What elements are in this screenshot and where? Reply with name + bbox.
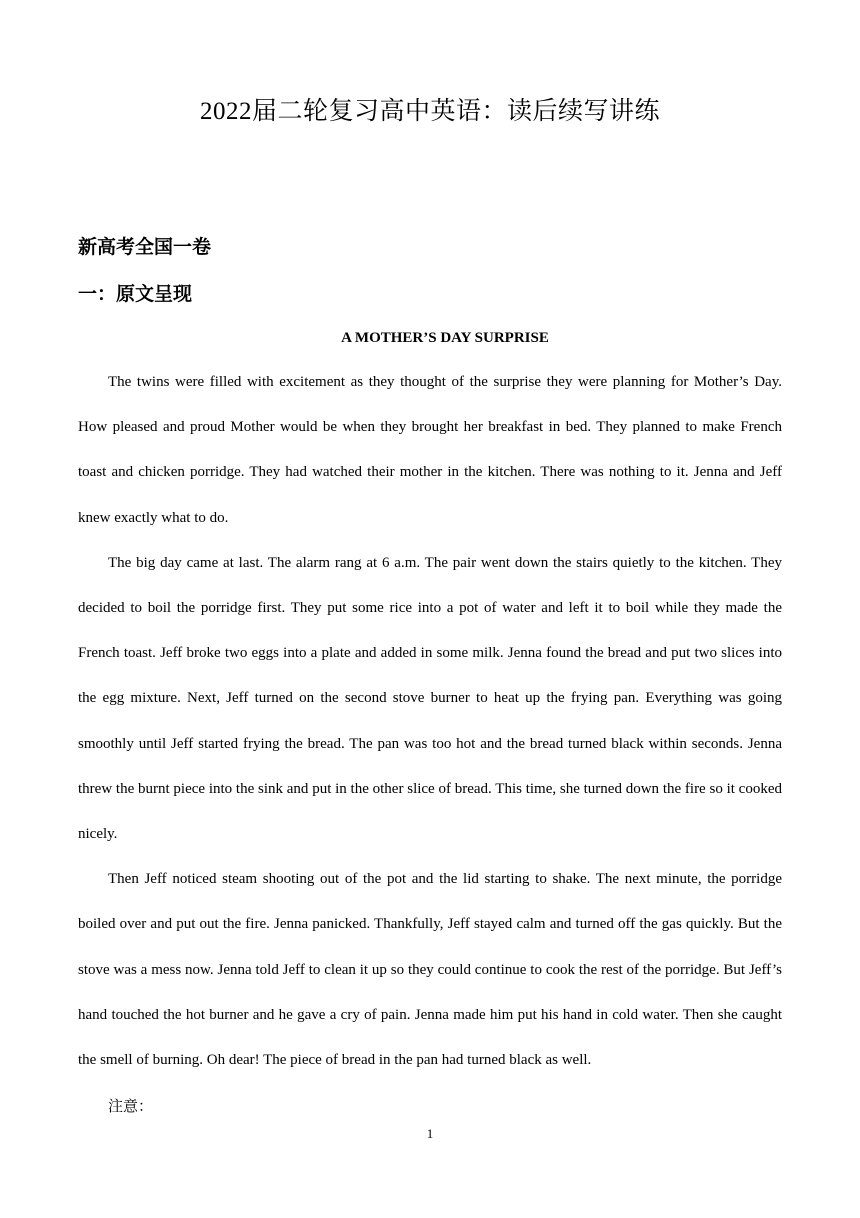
story-paragraph-3: Then Jeff noticed steam shooting out of the pot and the lid starting to shake. The next minute, the porridge boiled over and put out the fire. Jenna panicked. Thankfully, Jeff stayed calm and turned off the gas quickly. But the stove was a mess now. Jenna told Jeff to clean it up so they could continue to cook the rest of the porridge. But Jeff’s hand touched the hot burner and he gave a cry of pain. Jenna made him put his hand in cold water. Then she caught the smell of burning. Oh dear! The piece of bread in the pan had turned black as well.	[78, 871, 782, 1069]
section-heading-original-text: 一：原文呈现	[78, 283, 193, 305]
note-label: 注意：	[108, 1097, 154, 1115]
story-paragraph-1: The twins were filled with excitement as they thought of the surprise they were planning for Mother’s Day. How pleased and proud Mother would be when they brought her breakfast in bed. They planned to make French toast and chicken porridge. They had watched their mother in the kitchen. There was nothing to it. Jenna and Jeff knew exactly what to do.	[78, 374, 782, 526]
document-title: 2022届二轮复习高中英语：读后续写讲练	[199, 98, 660, 125]
page-number: 1	[426, 1126, 434, 1141]
story-paragraph-2: The big day came at last. The alarm rang at 6 a.m. The pair went down the stairs quietly to the kitchen. They decided to boil the porridge first. They put some rice into a pot of water and left it to boil while they made the French toast. Jeff broke two eggs into a plate and added in some milk. Jenna found the bread and put two slices into the egg mixture. Next, Jeff turned on the second stove burner to heat up the frying pan. Everything was going smoothly until Jeff started frying the bread. The pan was too hot and the bread turned black within seconds. Jenna threw the burnt piece into the sink and put in the other slice of bread. This time, she turned down the fire so it cooked nicely.	[78, 554, 782, 843]
section-heading-exam: 新高考全国一卷	[78, 236, 212, 258]
story-body	[78, 360, 782, 1083]
story-title: A MOTHER’S DAY SURPRISE	[341, 330, 549, 346]
